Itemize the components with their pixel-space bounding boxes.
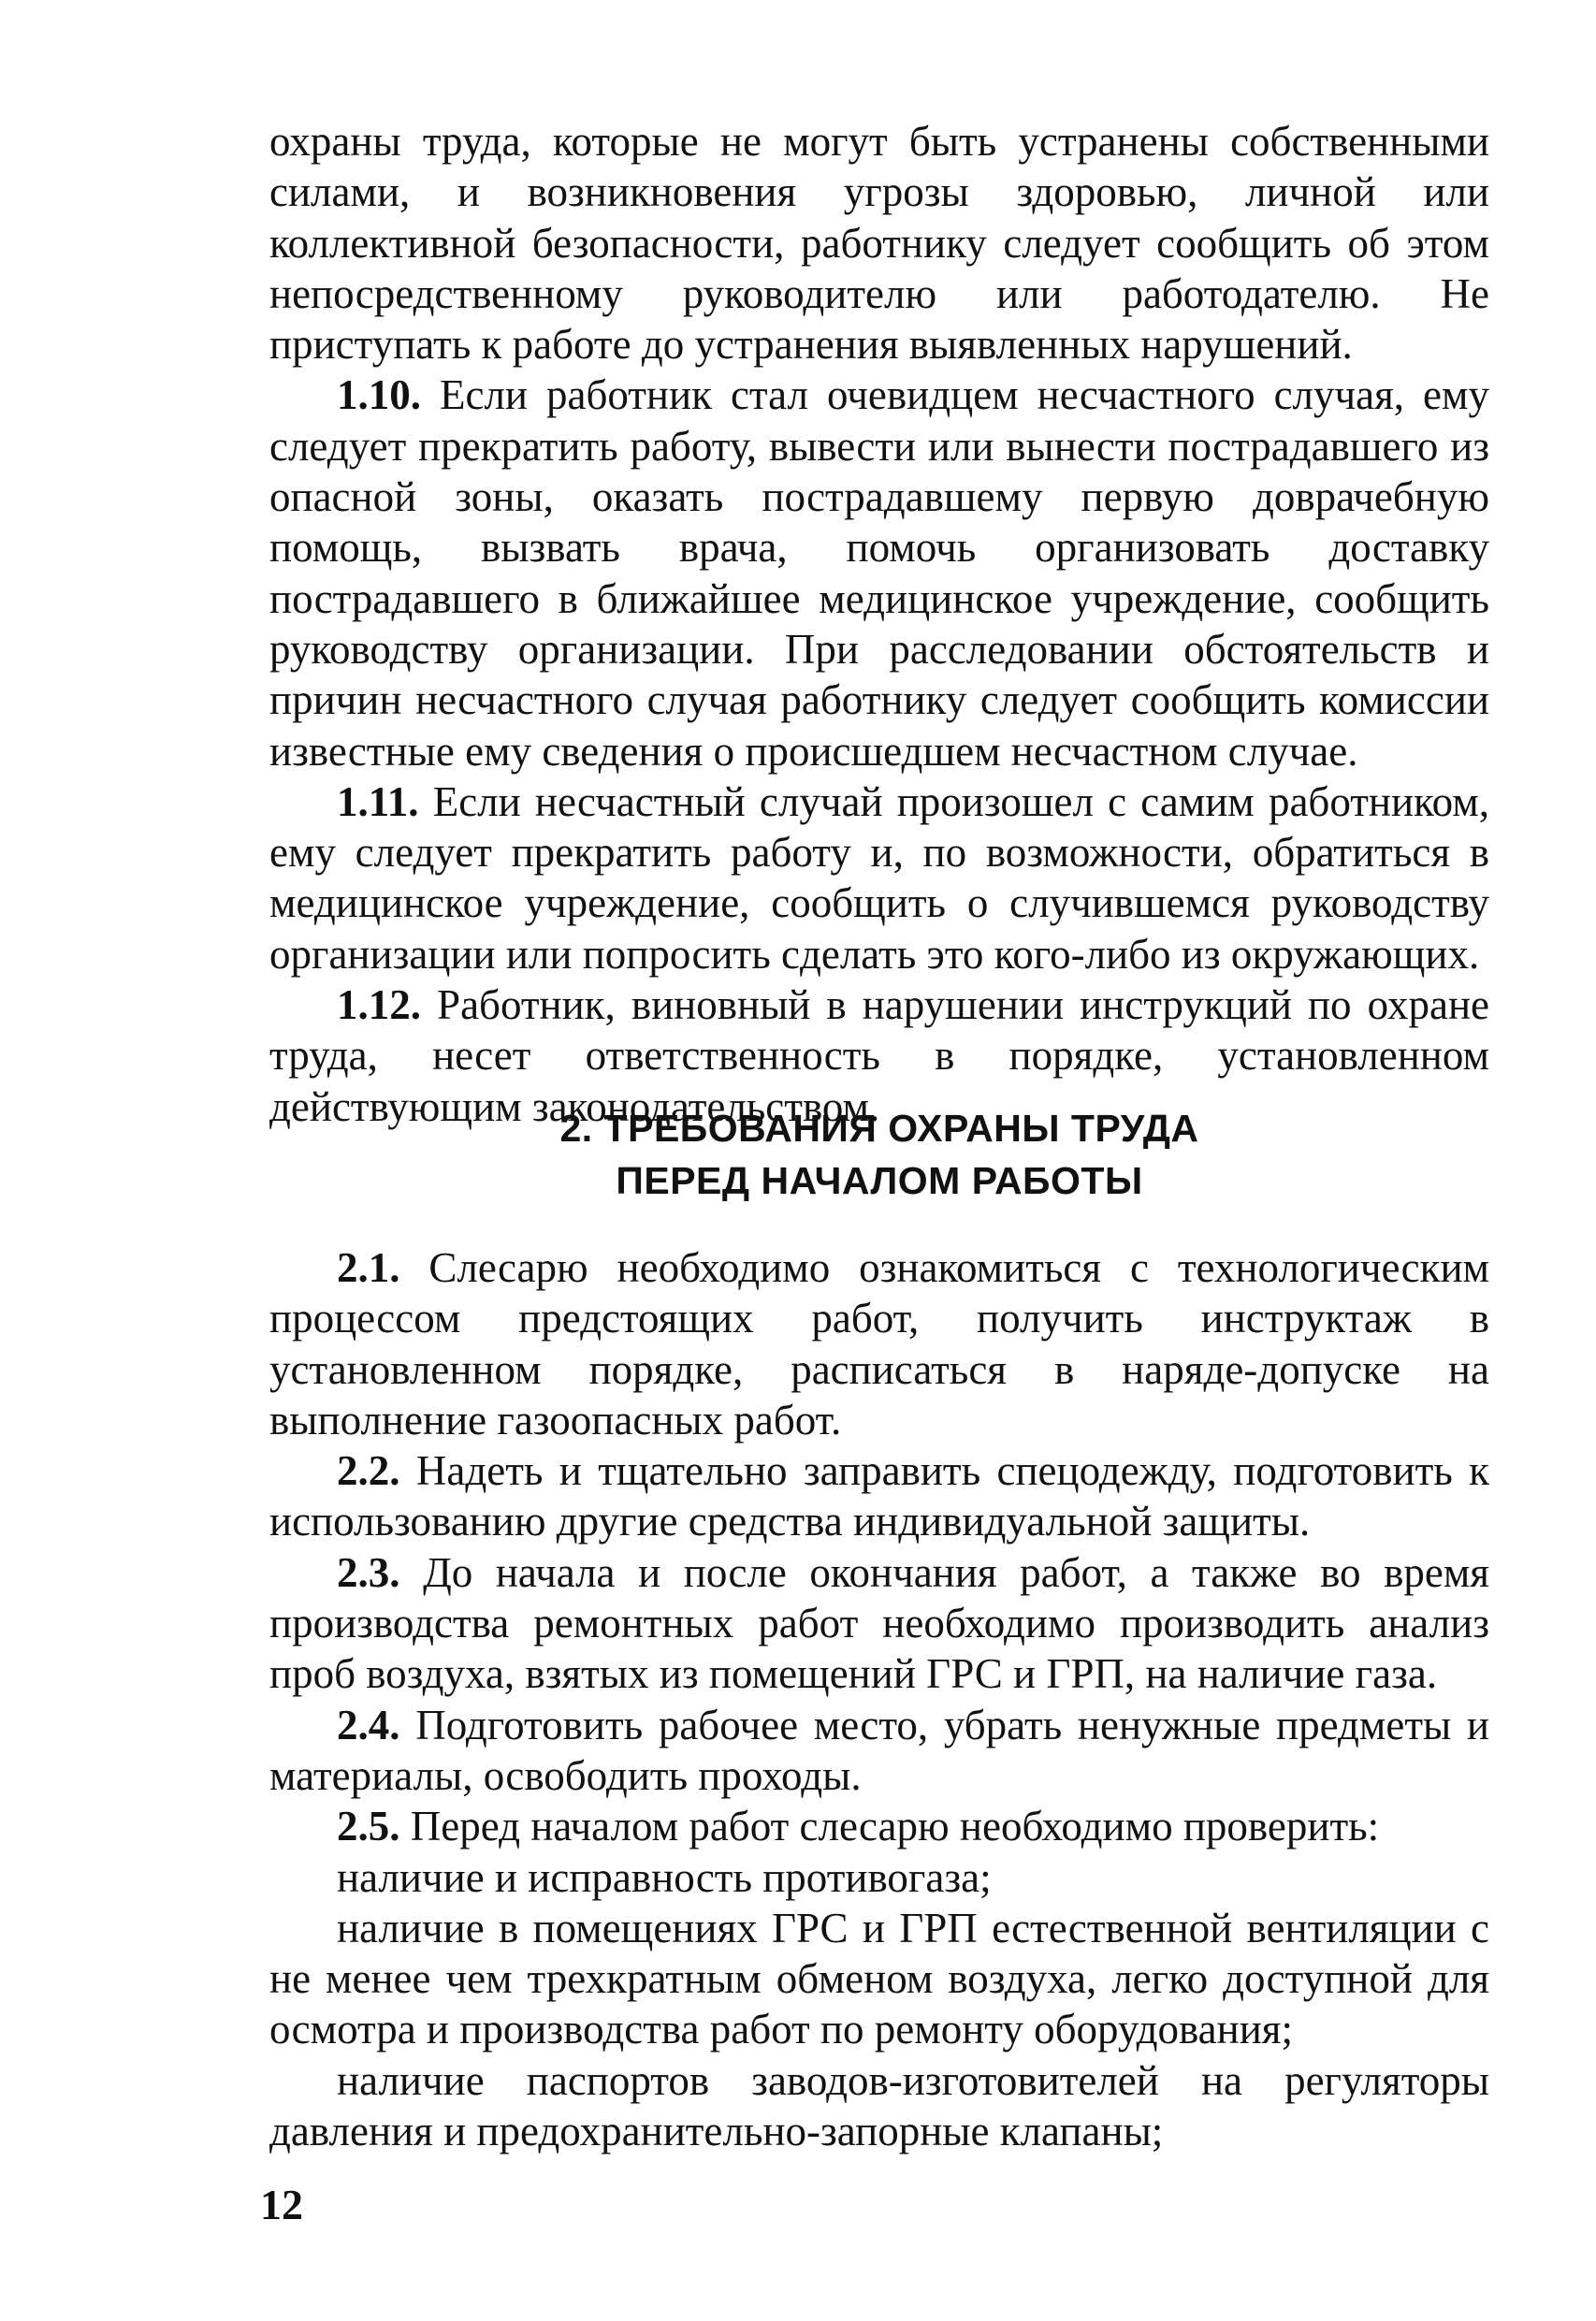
paragraph-2-1: [269, 1242, 1489, 1445]
paragraph-2-3: [269, 1547, 1489, 1700]
section-2-text: [269, 1242, 1489, 2156]
paragraph-1-11: [269, 776, 1489, 979]
paragraph-text: Надеть и тщательно заправить спецодежду, подготовить к использованию другие средства индивидуальной защиты.: [269, 1447, 1489, 1545]
paragraph-text: Подготовить рабочее место, убрать ненужные предметы и материалы, освободить проходы.: [269, 1701, 1489, 1799]
paragraph-2-5: [269, 1801, 1489, 1851]
paragraph-number: 2.3.: [337, 1548, 400, 1596]
paragraph-2-4: [269, 1700, 1489, 1802]
paragraph-number: 1.11.: [337, 777, 419, 825]
page-number: 12: [260, 2181, 303, 2228]
paragraph-number: 2.1.: [337, 1244, 400, 1291]
paragraph-number: 2.4.: [337, 1701, 400, 1748]
heading-line-2: ПЕРЕД НАЧАЛОМ РАБОТЫ: [616, 1159, 1143, 1202]
paragraph-1-10: [269, 370, 1489, 776]
paragraph-text: Работник, виновный в нарушении инструкций по охране труда, несет ответственность в порядке, установленном действующим законодательством.: [269, 981, 1490, 1130]
paragraph-text: Перед началом работ слесарю необходимо проверить:: [410, 1803, 1380, 1850]
section-1-text: [269, 116, 1489, 1132]
paragraph-text: Слесарю необходимо ознакомиться с технологическим процессом предстоящих работ, получить инструктаж в установленном порядке, расписаться в наряде-допуске на выполнение газоопасных работ.: [269, 1244, 1490, 1443]
checklist-item: наличие и исправность противогаза;: [337, 1853, 992, 1901]
paragraph-number: 1.12.: [337, 981, 421, 1029]
checklist-item: наличие в помещениях ГРС и ГРП естественной вентиляции с не менее чем трехкратным обменом воздуха, легко доступной для осмотра и производства работ по ремонту оборудования;: [269, 1904, 1489, 2053]
paragraph-text: Если несчастный случай произошел с самим работником, ему следует прекратить работу и, по возможности, обратиться в медицинское учреждение, сообщить о случившемся руководству организации или попросить сделать это кого-либо из окружающих.: [269, 777, 1489, 978]
checklist-item: наличие паспортов заводов-изготовителей на регуляторы давления и предохранительно-запорные клапаны;: [269, 2056, 1489, 2155]
paragraph-text: Если работник стал очевидцем несчастного случая, ему следует прекратить работу, вывести или вынести пострадавшего из опасной зоны, оказать пострадавшему первую доврачебную помощь, вызвать врача, помочь организовать доставку пострадавшего в ближайшее медицинское учреждение, сообщить руководству организации. При расследовании обстоятельств и причин несчастного случая работнику следует сообщить комиссии известные ему сведения о происшедшем несчастном случае.: [269, 371, 1489, 775]
paragraph-number: 2.5.: [337, 1803, 400, 1850]
paragraph-2-2: [269, 1445, 1489, 1547]
paragraph-text: До начала и после окончания работ, а также во время производства ремонтных работ необходимо производить анализ проб воздуха, взятых из помещений ГРС и ГРП, на наличие газа.: [269, 1548, 1489, 1698]
paragraph-number: 2.2.: [337, 1447, 400, 1495]
paragraph-number: 1.10.: [337, 371, 421, 419]
intro-paragraph: охраны труда, которые не могут быть устранены собственными силами, и возникновения угрозы здоровью, личной или коллективной безопасности, работнику следует сообщить об этом непосредственному руководителю или работодателю. Не приступать к работе до устранения выявленных нарушений.: [269, 118, 1489, 369]
heading-line-1: 2. ТРЕБОВАНИЯ ОХРАНЫ ТРУДА: [559, 1107, 1199, 1150]
section-2-heading: [269, 1102, 1489, 1207]
